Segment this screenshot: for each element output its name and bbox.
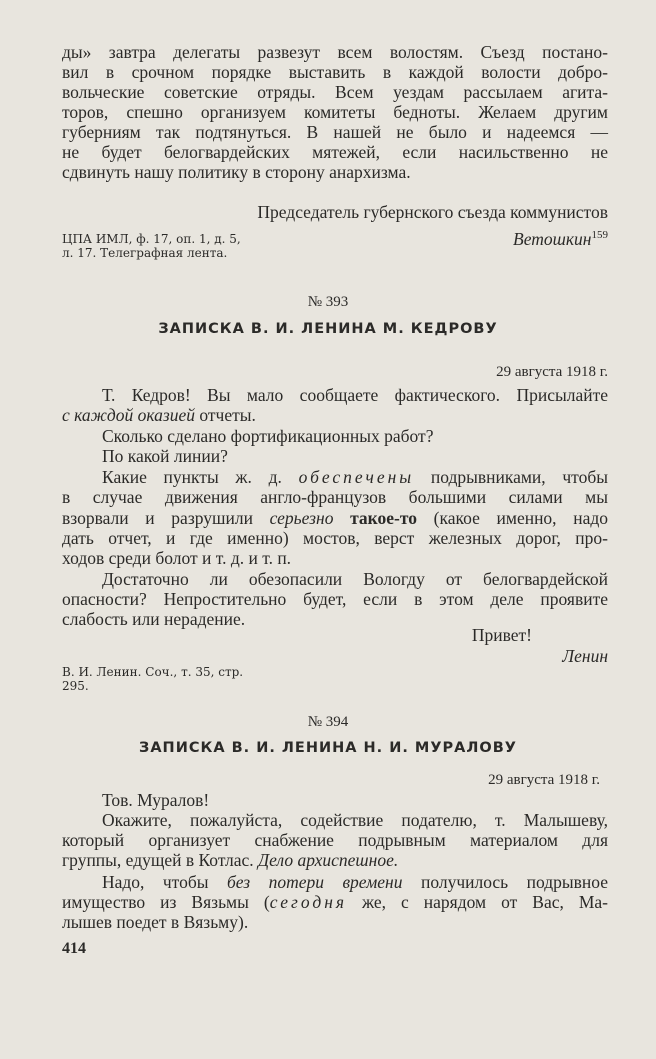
text-line [62, 508, 608, 528]
text-line [62, 548, 608, 568]
document-date-393: 29 августа 1918 г. [496, 364, 608, 380]
page-number: 414 [62, 940, 86, 957]
emphasized-text: без потери времени [226, 872, 403, 892]
text-segment: По какой линии? [102, 446, 228, 466]
text-segment: же, с нарядом от Вас, Ма- [347, 892, 608, 912]
emphasized-text: такое-то [350, 508, 417, 528]
source-citation-393-2: 295. [62, 679, 89, 693]
text-line [102, 569, 608, 589]
document-number-393: № 393 [307, 294, 349, 310]
text-segment: получилось подрывное [402, 872, 608, 892]
text-line [102, 446, 608, 466]
text-segment: Какие пункты ж. д. [102, 467, 299, 487]
text-segment: который организует снабжение подрывным материалом для [62, 830, 608, 850]
text-segment: сдвинуть нашу политику в сторону анархизма. [62, 162, 411, 182]
text-line [102, 426, 608, 446]
text-line [62, 42, 608, 62]
text-segment: вольческие советские отряды. Всем уездам рассылаем агита- [62, 82, 608, 102]
text-line [62, 528, 608, 548]
signature-lenin: Ленин [562, 646, 608, 666]
text-line [62, 122, 608, 142]
text-segment: губерниям так подтянуться. В нашей не было и надеемся — [62, 122, 608, 142]
text-line [62, 892, 608, 912]
document-number-394: № 394 [307, 714, 349, 730]
text-segment: (какое именно, надо [417, 508, 609, 528]
text-segment: не будет белогвардейских мятежей, если насильственно не [62, 142, 608, 162]
text-line [62, 102, 608, 122]
text-line [62, 487, 608, 507]
text-segment: ды» завтра делегаты развезут всем волостям. Съезд постано- [62, 42, 608, 62]
text-segment: Тов. Муралов! [102, 790, 210, 810]
source-citation-393-1: В. И. Ленин. Соч., т. 35, стр. [62, 665, 244, 679]
text-line [62, 142, 608, 162]
text-segment: взорвали и разрушили [62, 508, 270, 528]
document-date-394: 29 августа 1918 г. [488, 772, 600, 788]
text-line [62, 82, 608, 102]
text-line [62, 912, 608, 932]
text-segment: отчеты. [195, 405, 256, 425]
text-segment: Т. Кедров! Вы мало сообщаете фактического. Присылайте [102, 385, 608, 405]
closing-greeting: Привет! [471, 625, 532, 645]
text-segment: ходов среди болот и т. д. и т. п. [62, 548, 292, 568]
text-segment: Окажите, пожалуйста, содействие подателю, т. Малышеву, [102, 810, 608, 830]
emphasized-text: сегодня [269, 892, 348, 912]
text-segment: опасности? Непростительно будет, если в этом деле проявите [62, 589, 608, 609]
emphasized-text: обеспечены [298, 467, 415, 487]
text-line [102, 872, 608, 892]
footnote-ref[interactable]: 159 [591, 229, 608, 241]
text-segment: лышев поедет в Вязьму). [62, 912, 249, 932]
text-segment: вил в срочном порядке выставить в каждой волости добро- [62, 62, 608, 82]
document-title-394: ЗАПИСКА В. И. ЛЕНИНА Н. И. МУРАЛОВУ [139, 740, 517, 756]
signer: Ветошкин [513, 228, 592, 249]
emphasized-text: серьезно [269, 508, 334, 528]
text-line [62, 850, 608, 870]
text-segment: подрывниками, чтобы [414, 467, 608, 487]
text-segment: Достаточно ли обезопасили Вологду от белогвардейской [102, 569, 608, 589]
text-line [62, 62, 608, 82]
source-citation-1: ЦПА ИМЛ, ф. 17, оп. 1, д. 5, [62, 232, 241, 246]
text-line [102, 810, 608, 830]
text-segment: торов, спешно организуем комитеты бедноты. Желаем другим [62, 102, 608, 122]
emphasized-text: с каждой оказией [62, 405, 195, 425]
text-line [62, 589, 608, 609]
text-line [62, 162, 608, 182]
emphasized-text: Дело архиспешное. [258, 850, 399, 870]
text-line [102, 467, 608, 487]
text-line [62, 830, 608, 850]
text-segment: в случае движения англо-французов большими силами мы [62, 487, 608, 507]
signature-title: Председатель губернского съезда коммунистов [257, 202, 608, 222]
text-line [102, 790, 608, 810]
text-segment: Надо, чтобы [102, 872, 227, 892]
text-segment: Сколько сделано фортификационных работ? [102, 426, 434, 446]
text-segment: группы, едущей в Котлас. [62, 850, 259, 870]
text-segment [333, 508, 350, 528]
text-line [102, 385, 608, 405]
source-citation-2: л. 17. Телеграфная лента. [62, 246, 228, 260]
text-line [62, 405, 608, 425]
text-segment: слабость или нерадение. [62, 609, 246, 629]
document-title-393: ЗАПИСКА В. И. ЛЕНИНА М. КЕДРОВУ [158, 321, 498, 337]
text-segment: дать отчет, и где именно) мостов, верст железных дорог, про- [62, 528, 608, 548]
text-segment: имущество из Вязьмы ( [62, 892, 270, 912]
